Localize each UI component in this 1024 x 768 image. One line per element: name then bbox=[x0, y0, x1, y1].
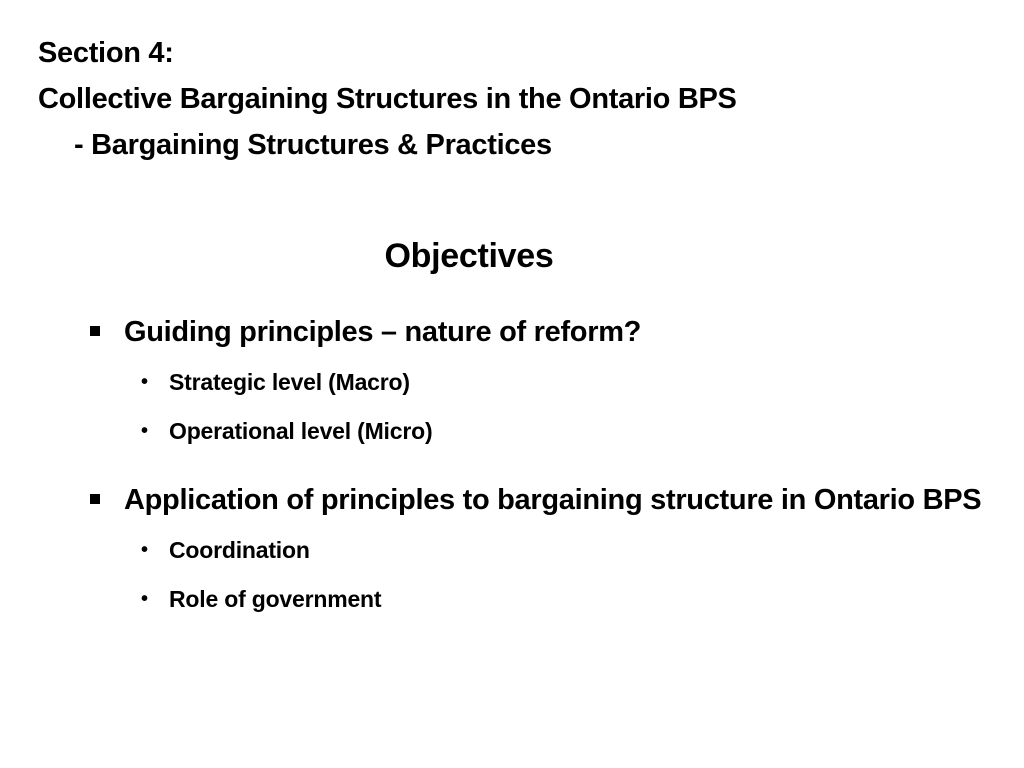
bullet-item-application bbox=[88, 476, 988, 524]
sub-bullet-text: Role of government bbox=[169, 586, 382, 612]
sub-bullet-text: Operational level (Micro) bbox=[169, 418, 433, 444]
sub-bullet-text: Strategic level (Macro) bbox=[169, 369, 410, 395]
sub-bullet-item-strategic bbox=[88, 358, 988, 407]
bullet-text: Application of principles to bargaining structure in Ontario BPS bbox=[124, 484, 982, 516]
objectives-heading: Objectives bbox=[384, 237, 554, 275]
title-line-section: Section 4: bbox=[38, 37, 174, 69]
title-line-main: Collective Bargaining Structures in the Ontario BPS bbox=[38, 83, 737, 115]
round-bullet-icon: • bbox=[141, 420, 148, 442]
slide-title bbox=[38, 30, 988, 168]
square-bullet-icon bbox=[90, 494, 100, 504]
sub-bullet-item-operational bbox=[88, 407, 988, 456]
bullet-list bbox=[88, 308, 988, 624]
round-bullet-icon: • bbox=[141, 371, 148, 393]
round-bullet-icon: • bbox=[141, 539, 148, 561]
sub-bullet-list bbox=[88, 526, 988, 624]
sub-bullet-item-role-of-government bbox=[88, 575, 988, 624]
title-line-subtitle: - Bargaining Structures & Practices bbox=[74, 129, 552, 161]
square-bullet-icon bbox=[90, 326, 100, 336]
sub-bullet-item-coordination bbox=[88, 526, 988, 575]
sub-bullet-list bbox=[88, 358, 988, 456]
bullet-gap bbox=[88, 456, 988, 476]
bullet-item-guiding-principles bbox=[88, 308, 988, 356]
bullet-text: Guiding principles – nature of reform? bbox=[124, 316, 642, 348]
sub-bullet-text: Coordination bbox=[169, 537, 310, 563]
round-bullet-icon: • bbox=[141, 588, 148, 610]
